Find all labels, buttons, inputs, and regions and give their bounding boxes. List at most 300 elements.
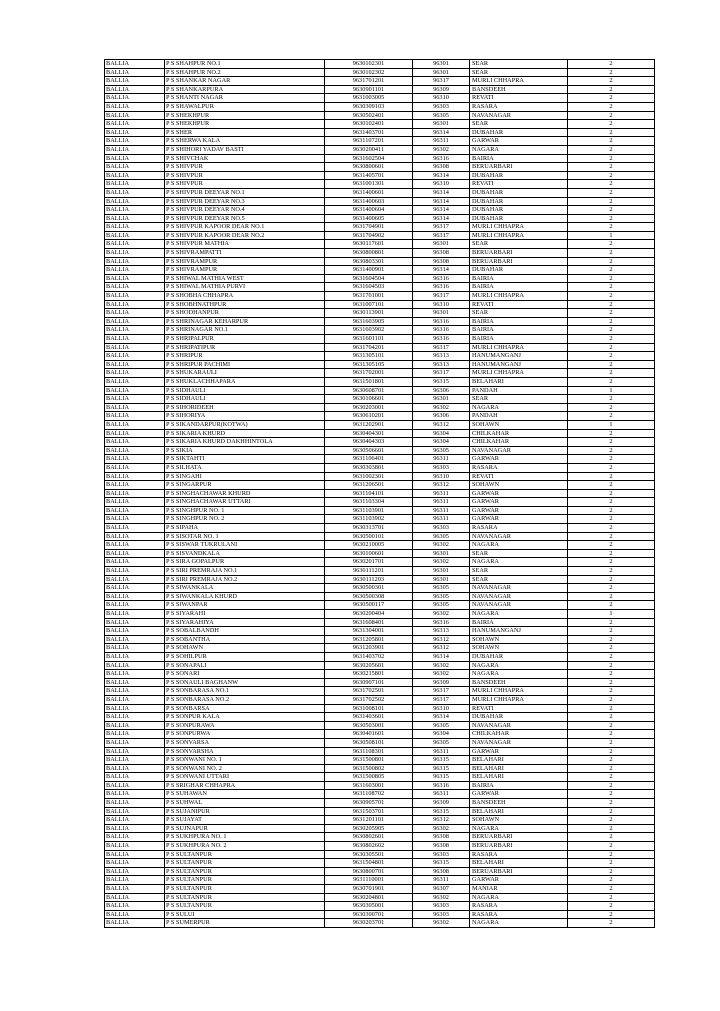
block-name-cell: SEAR	[470, 309, 568, 318]
block-name-cell: SEAR	[470, 395, 568, 404]
count-cell: 2	[568, 335, 655, 344]
district-cell: BALLIA	[105, 635, 165, 644]
block-code-cell: 96312	[413, 635, 470, 644]
station-code-cell: 9631601101	[325, 335, 413, 344]
count-cell: 2	[568, 807, 655, 816]
station-code-cell: 9631604504	[325, 274, 413, 283]
block-name-cell: NAGARA	[470, 661, 568, 670]
block-name-cell: CHILKAHAR	[470, 730, 568, 739]
station-code-cell: 9631704901	[325, 223, 413, 232]
station-name-cell: P S SIYARAHIYA	[165, 618, 325, 627]
block-code-cell: 96303	[413, 902, 470, 911]
table-row	[105, 910, 655, 919]
table-row	[105, 567, 655, 576]
district-cell: BALLIA	[105, 403, 165, 412]
table-row	[105, 163, 655, 172]
block-code-cell: 96311	[413, 455, 470, 464]
count-cell: 2	[568, 893, 655, 902]
station-code-cell: 9630305001	[325, 902, 413, 911]
block-name-cell: NAVANAGAR	[470, 446, 568, 455]
district-cell: BALLIA	[105, 902, 165, 911]
station-name-cell: P S SHUKARAULI	[165, 369, 325, 378]
station-code-cell: 9630205905	[325, 824, 413, 833]
district-cell: BALLIA	[105, 781, 165, 790]
count-cell: 2	[568, 592, 655, 601]
block-name-cell: NAGARA	[470, 610, 568, 619]
station-name-cell: P S SHIWAL MATHIA WEST	[165, 274, 325, 283]
district-cell: BALLIA	[105, 850, 165, 859]
district-cell: BALLIA	[105, 85, 165, 94]
station-name-cell: P S SULTANPUR	[165, 893, 325, 902]
station-name-cell: P S SULTANPUR	[165, 867, 325, 876]
station-code-cell: 9630404303	[325, 438, 413, 447]
count-cell: 2	[568, 824, 655, 833]
table-row	[105, 111, 655, 120]
block-name-cell: DUBAHAR	[470, 713, 568, 722]
block-name-cell: DUBAHAR	[470, 128, 568, 137]
district-cell: BALLIA	[105, 197, 165, 206]
station-code-cell: 9630500308	[325, 592, 413, 601]
block-name-cell: NAGARA	[470, 558, 568, 567]
station-name-cell: P S SIKANDARPUR(KOTWA)	[165, 420, 325, 429]
district-cell: BALLIA	[105, 652, 165, 661]
block-code-cell: 96305	[413, 111, 470, 120]
station-code-cell: 9631504801	[325, 859, 413, 868]
block-name-cell: DUBAHAR	[470, 171, 568, 180]
district-cell: BALLIA	[105, 343, 165, 352]
table-row	[105, 756, 655, 765]
block-code-cell: 96304	[413, 429, 470, 438]
district-cell: BALLIA	[105, 730, 165, 739]
count-cell: 2	[568, 713, 655, 722]
count-cell: 2	[568, 472, 655, 481]
district-cell: BALLIA	[105, 438, 165, 447]
station-name-cell: P S SONBARASA NO.1	[165, 687, 325, 696]
district-cell: BALLIA	[105, 610, 165, 619]
block-code-cell: 96316	[413, 618, 470, 627]
block-name-cell: NAGARA	[470, 670, 568, 679]
station-code-cell: 9630508101	[325, 738, 413, 747]
district-cell: BALLIA	[105, 713, 165, 722]
district-cell: BALLIA	[105, 790, 165, 799]
station-name-cell: P S SIHORIDEEH	[165, 403, 325, 412]
table-row	[105, 257, 655, 266]
station-name-cell: P S SINGHACHAWAR KHURD	[165, 489, 325, 498]
table-row	[105, 687, 655, 696]
station-name-cell: P S SULTANPUR	[165, 859, 325, 868]
block-name-cell: BERUARBARI	[470, 257, 568, 266]
station-name-cell: P S SHIVRAMPUR	[165, 266, 325, 275]
station-code-cell: 9631400605	[325, 214, 413, 223]
count-cell: 2	[568, 197, 655, 206]
table-row	[105, 292, 655, 301]
block-code-cell: 96305	[413, 446, 470, 455]
count-cell: 2	[568, 249, 655, 258]
table-row	[105, 592, 655, 601]
district-cell: BALLIA	[105, 420, 165, 429]
station-name-cell: P S SOHAWN	[165, 644, 325, 653]
block-code-cell: 96314	[413, 188, 470, 197]
station-name-cell: P S SIDHAULI	[165, 386, 325, 395]
station-name-cell: P S SIYARAHI	[165, 610, 325, 619]
station-code-cell: 9631400603	[325, 197, 413, 206]
block-code-cell: 96311	[413, 747, 470, 756]
count-cell: 2	[568, 919, 655, 928]
station-code-cell: 9630102302	[325, 68, 413, 77]
district-cell: BALLIA	[105, 412, 165, 421]
station-name-cell: P S SHAWALPUR	[165, 102, 325, 111]
station-name-cell: P S SIKIA	[165, 446, 325, 455]
station-name-cell: P S SHANTI NAGAR	[165, 94, 325, 103]
count-cell: 2	[568, 403, 655, 412]
district-cell: BALLIA	[105, 481, 165, 490]
block-code-cell: 96302	[413, 403, 470, 412]
count-cell: 2	[568, 68, 655, 77]
station-code-cell: 9631500802	[325, 764, 413, 773]
station-code-cell: 9631205801	[325, 635, 413, 644]
block-code-cell: 96316	[413, 335, 470, 344]
table-row	[105, 670, 655, 679]
table-row	[105, 429, 655, 438]
station-code-cell: 9631500801	[325, 756, 413, 765]
station-name-cell: P S SHIVPUR	[165, 180, 325, 189]
block-name-cell: NAVANAGAR	[470, 584, 568, 593]
block-name-cell: DUBAHAR	[470, 652, 568, 661]
block-name-cell: BERUARBARI	[470, 833, 568, 842]
count-cell: 1	[568, 420, 655, 429]
station-code-cell: 9631103901	[325, 506, 413, 515]
block-code-cell: 96311	[413, 790, 470, 799]
block-code-cell: 96314	[413, 197, 470, 206]
district-cell: BALLIA	[105, 171, 165, 180]
table-row	[105, 524, 655, 533]
table-row	[105, 403, 655, 412]
block-code-cell: 96311	[413, 137, 470, 146]
block-name-cell: BERUARBARI	[470, 249, 568, 258]
count-cell: 2	[568, 652, 655, 661]
station-code-cell: 9630907101	[325, 678, 413, 687]
block-code-cell: 96301	[413, 575, 470, 584]
district-cell: BALLIA	[105, 317, 165, 326]
table-row	[105, 575, 655, 584]
table-row	[105, 549, 655, 558]
block-name-cell: SOHAWN	[470, 816, 568, 825]
block-code-cell: 96302	[413, 670, 470, 679]
station-name-cell: P S SHODHANPUR	[165, 309, 325, 318]
station-name-cell: P S SHIVPUR	[165, 163, 325, 172]
station-code-cell: 9631702501	[325, 687, 413, 696]
count-cell: 2	[568, 343, 655, 352]
table-row	[105, 386, 655, 395]
district-cell: BALLIA	[105, 661, 165, 670]
station-name-cell: P S SHRINAGAR NO.1	[165, 326, 325, 335]
block-code-cell: 96305	[413, 532, 470, 541]
table-row	[105, 764, 655, 773]
block-code-cell: 96313	[413, 627, 470, 636]
table-row	[105, 154, 655, 163]
block-name-cell: REVATI	[470, 472, 568, 481]
district-cell: BALLIA	[105, 549, 165, 558]
station-code-cell: 9631704201	[325, 343, 413, 352]
block-code-cell: 96316	[413, 154, 470, 163]
station-name-cell: P S SULTANPUR	[165, 876, 325, 885]
block-name-cell: GARWAR	[470, 498, 568, 507]
station-name-cell: P S SHIVRAMPUR	[165, 257, 325, 266]
block-code-cell: 96310	[413, 180, 470, 189]
table-row	[105, 188, 655, 197]
station-code-cell: 9630113901	[325, 309, 413, 318]
station-code-cell: 9630610201	[325, 412, 413, 421]
count-cell: 2	[568, 154, 655, 163]
station-code-cell: 9631103304	[325, 498, 413, 507]
district-cell: BALLIA	[105, 678, 165, 687]
station-name-cell: P S SHIVCHAK	[165, 154, 325, 163]
station-code-cell: 9630200404	[325, 610, 413, 619]
station-code-cell: 9631202901	[325, 420, 413, 429]
district-cell: BALLIA	[105, 377, 165, 386]
table-row	[105, 335, 655, 344]
table-row	[105, 601, 655, 610]
table-row	[105, 713, 655, 722]
station-name-cell: P S SONVARSA	[165, 738, 325, 747]
block-name-cell: HANUMANGANJ	[470, 627, 568, 636]
district-cell: BALLIA	[105, 541, 165, 550]
count-cell: 2	[568, 885, 655, 894]
station-name-cell: P S SIDHAULI	[165, 395, 325, 404]
block-code-cell: 96316	[413, 326, 470, 335]
count-cell: 2	[568, 438, 655, 447]
block-name-cell: BANSDEEH	[470, 678, 568, 687]
station-code-cell: 9631603905	[325, 317, 413, 326]
block-name-cell: REVATI	[470, 94, 568, 103]
table-row	[105, 902, 655, 911]
count-cell: 2	[568, 661, 655, 670]
block-code-cell: 96308	[413, 163, 470, 172]
district-cell: BALLIA	[105, 335, 165, 344]
count-cell: 2	[568, 833, 655, 842]
station-name-cell: P S SHIVPUR DEEYAR NO.5	[165, 214, 325, 223]
station-code-cell: 9631108702	[325, 790, 413, 799]
station-code-cell: 9630210005	[325, 541, 413, 550]
block-code-cell: 96317	[413, 687, 470, 696]
station-name-cell: P S SHAHPUR NO.1	[165, 60, 325, 69]
count-cell: 2	[568, 687, 655, 696]
table-row	[105, 369, 655, 378]
count-cell: 2	[568, 274, 655, 283]
count-cell: 2	[568, 670, 655, 679]
block-code-cell: 96317	[413, 343, 470, 352]
count-cell: 2	[568, 377, 655, 386]
block-code-cell: 96303	[413, 910, 470, 919]
station-name-cell: P S SHIVPUR KAPOOR DEAR NO.1	[165, 223, 325, 232]
count-cell: 2	[568, 867, 655, 876]
district-cell: BALLIA	[105, 756, 165, 765]
district-cell: BALLIA	[105, 300, 165, 309]
district-cell: BALLIA	[105, 309, 165, 318]
station-code-cell: 9630506601	[325, 446, 413, 455]
block-name-cell: BERUARBARI	[470, 867, 568, 876]
block-name-cell: MURLI CHHAPRA	[470, 369, 568, 378]
station-code-cell: 9630303801	[325, 463, 413, 472]
district-cell: BALLIA	[105, 214, 165, 223]
table-row	[105, 885, 655, 894]
table-row	[105, 326, 655, 335]
block-name-cell: BAIRIA	[470, 283, 568, 292]
block-code-cell: 96315	[413, 773, 470, 782]
block-code-cell: 96308	[413, 867, 470, 876]
block-name-cell: SEAR	[470, 240, 568, 249]
table-row	[105, 807, 655, 816]
count-cell: 2	[568, 532, 655, 541]
station-code-cell: 9631400901	[325, 266, 413, 275]
station-code-cell: 9631403702	[325, 652, 413, 661]
table-row	[105, 506, 655, 515]
district-cell: BALLIA	[105, 747, 165, 756]
count-cell: 2	[568, 214, 655, 223]
count-cell: 2	[568, 489, 655, 498]
table-row	[105, 515, 655, 524]
count-cell: 2	[568, 463, 655, 472]
station-code-cell: 9631604503	[325, 283, 413, 292]
block-code-cell: 96314	[413, 713, 470, 722]
table-row	[105, 472, 655, 481]
table-row	[105, 790, 655, 799]
block-code-cell: 96302	[413, 541, 470, 550]
station-name-cell: P S SHRIPALPUR	[165, 335, 325, 344]
count-cell: 2	[568, 575, 655, 584]
station-code-cell: 9630102401	[325, 120, 413, 129]
block-code-cell: 96312	[413, 420, 470, 429]
block-code-cell: 96307	[413, 885, 470, 894]
count-cell: 2	[568, 283, 655, 292]
count-cell: 2	[568, 721, 655, 730]
station-code-cell: 9631704902	[325, 231, 413, 240]
block-name-cell: SOHAWN	[470, 481, 568, 490]
station-name-cell: P S SHERWA KALA	[165, 137, 325, 146]
district-cell: BALLIA	[105, 584, 165, 593]
station-name-cell: P S SIWANKALA	[165, 584, 325, 593]
count-cell: 2	[568, 360, 655, 369]
block-name-cell: BAIRIA	[470, 335, 568, 344]
count-cell: 2	[568, 77, 655, 86]
table-row	[105, 816, 655, 825]
table-row	[105, 799, 655, 808]
block-code-cell: 96310	[413, 472, 470, 481]
block-name-cell: CHILKAHAR	[470, 429, 568, 438]
station-code-cell: 9631501801	[325, 377, 413, 386]
district-cell: BALLIA	[105, 687, 165, 696]
district-cell: BALLIA	[105, 773, 165, 782]
count-cell: 2	[568, 188, 655, 197]
station-name-cell: P S SONPUR KALA	[165, 713, 325, 722]
district-cell: BALLIA	[105, 326, 165, 335]
station-name-cell: P S SINGHPUR NO. 2	[165, 515, 325, 524]
district-cell: BALLIA	[105, 292, 165, 301]
block-name-cell: DUBAHAR	[470, 197, 568, 206]
table-row	[105, 618, 655, 627]
block-code-cell: 96302	[413, 558, 470, 567]
block-code-cell: 96315	[413, 807, 470, 816]
station-name-cell: P S SONWANI UTTARI	[165, 773, 325, 782]
block-name-cell: GARWAR	[470, 506, 568, 515]
district-cell: BALLIA	[105, 283, 165, 292]
block-name-cell: REVATI	[470, 704, 568, 713]
block-name-cell: SEAR	[470, 575, 568, 584]
table-row	[105, 68, 655, 77]
block-code-cell: 96311	[413, 506, 470, 515]
block-code-cell: 96311	[413, 876, 470, 885]
station-name-cell: P S SINGHACHAWAR UTTARI	[165, 498, 325, 507]
station-name-cell: P S SONWANI NO. 1	[165, 756, 325, 765]
station-code-cell: 9630100601	[325, 549, 413, 558]
count-cell: 2	[568, 790, 655, 799]
station-name-cell: P S SOHILPUR	[165, 652, 325, 661]
station-name-cell: P S SHIVPUR KAPOOR DEAR NO.2	[165, 231, 325, 240]
district-cell: BALLIA	[105, 180, 165, 189]
block-code-cell: 96301	[413, 549, 470, 558]
station-code-cell: 9631305101	[325, 352, 413, 361]
district-cell: BALLIA	[105, 249, 165, 258]
station-code-cell: 9630901101	[325, 85, 413, 94]
count-cell: 2	[568, 747, 655, 756]
table-row	[105, 231, 655, 240]
table-row	[105, 438, 655, 447]
district-cell: BALLIA	[105, 824, 165, 833]
count-cell: 2	[568, 60, 655, 69]
table-row	[105, 249, 655, 258]
table-row	[105, 850, 655, 859]
count-cell: 2	[568, 412, 655, 421]
block-code-cell: 96314	[413, 128, 470, 137]
station-code-cell: 9631103902	[325, 515, 413, 524]
district-cell: BALLIA	[105, 386, 165, 395]
block-code-cell: 96317	[413, 695, 470, 704]
block-code-cell: 96313	[413, 360, 470, 369]
block-name-cell: NAGARA	[470, 541, 568, 550]
block-name-cell: NAGARA	[470, 893, 568, 902]
station-code-cell: 9630305501	[325, 850, 413, 859]
block-code-cell: 96310	[413, 704, 470, 713]
station-code-cell: 9630701901	[325, 885, 413, 894]
count-cell: 2	[568, 764, 655, 773]
station-code-cell: 9631203901	[325, 644, 413, 653]
count-cell: 2	[568, 644, 655, 653]
district-cell: BALLIA	[105, 867, 165, 876]
count-cell: 2	[568, 695, 655, 704]
block-name-cell: NAGARA	[470, 145, 568, 154]
station-name-cell: P S SILHATA	[165, 463, 325, 472]
station-code-cell: 9631702001	[325, 369, 413, 378]
block-name-cell: SOHAWN	[470, 644, 568, 653]
table-row	[105, 678, 655, 687]
station-code-cell: 9630111201	[325, 567, 413, 576]
block-code-cell: 96302	[413, 610, 470, 619]
block-code-cell: 96301	[413, 240, 470, 249]
block-name-cell: REVATI	[470, 300, 568, 309]
block-code-cell: 96301	[413, 120, 470, 129]
district-cell: BALLIA	[105, 395, 165, 404]
count-cell: 2	[568, 902, 655, 911]
station-name-cell: P S SHOBHNATHPUR	[165, 300, 325, 309]
block-name-cell: CHILKAHAR	[470, 438, 568, 447]
block-name-cell: RASARA	[470, 102, 568, 111]
table-row	[105, 120, 655, 129]
station-name-cell: P S SUMERPUR	[165, 919, 325, 928]
count-cell: 2	[568, 816, 655, 825]
block-code-cell: 96305	[413, 584, 470, 593]
block-name-cell: GARWAR	[470, 876, 568, 885]
block-name-cell: BELAHARI	[470, 859, 568, 868]
